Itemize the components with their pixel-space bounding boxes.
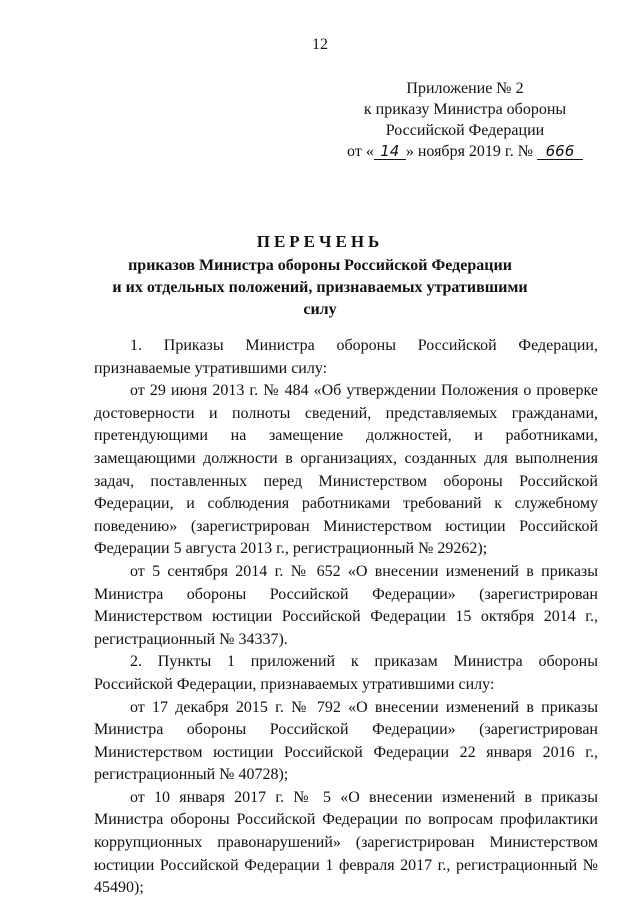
paragraph: от 17 декабря 2015 г. № 792 «О внесении изменений в приказы Министра обороны Российской Федерации» (зарегистрирован Министерством юстиции Российской Федерации 22 января 2016 г., регистрационный № 40728);	[94, 698, 598, 784]
appendix-line-1: Приложение № 2	[406, 80, 524, 97]
handwritten-day: 14	[374, 144, 406, 160]
paragraph: 2. Пункты 1 приложений к приказам Министра обороны Российской Федерации, признаваемых утратившими силу:	[94, 653, 598, 693]
paragraph: от 5 сентября 2014 г. № 652 «О внесении изменений в приказы Министра обороны Российской Федерации» (зарегистрирован Министерством юстиции Российской Федерации 15 октября 2014 г., регистрационный № 34337).	[94, 562, 598, 648]
handwritten-order-number: 666	[537, 144, 583, 160]
document-body	[94, 335, 598, 900]
appendix-date-line	[330, 141, 600, 162]
subtitle-line-1: приказов Министра обороны Российской Федерации	[128, 257, 512, 274]
appendix-line-3: Российской Федерации	[385, 122, 545, 139]
paragraph: от 10 января 2017 г. № 5 «О внесении изменений в приказы Министра обороны Российской Федерации по вопросам профилактики коррупционных правонарушений» (зарегистрирован Министерством юстиции Российской Федерации 1 февраля 2017 г., регистрационный № 45490);	[94, 788, 598, 897]
subtitle-line-2: и их отдельных положений, признаваемых утратившими силу	[112, 279, 528, 318]
document-title: ПЕРЕЧЕНЬ	[256, 232, 384, 251]
document-subtitle	[100, 255, 540, 321]
date-middle: » ноября 2019 г. №	[405, 143, 533, 160]
appendix-line-2: к приказу Министра обороны	[363, 101, 567, 118]
page-number: 12	[312, 36, 328, 53]
paragraph: 1. Приказы Министра обороны Российской Федерации, признаваемые утратившими силу:	[94, 337, 598, 377]
appendix-header	[330, 78, 600, 162]
paragraph: от 29 июня 2013 г. № 484 «Об утверждении Положения о проверке достоверности и полноты сведений, представляемых гражданами, претендующими на замещение должностей, и работниками, замещающими должности в организациях, созданных для выполнения задач, поставленных перед Министерством обороны Российской Федерации, и соблюдения работниками требований к служебному поведению» (зарегистрирован Министерством юстиции Российской Федерации 5 августа 2013 г., регистрационный № 29262);	[94, 382, 598, 558]
date-prefix: от «	[347, 143, 374, 160]
